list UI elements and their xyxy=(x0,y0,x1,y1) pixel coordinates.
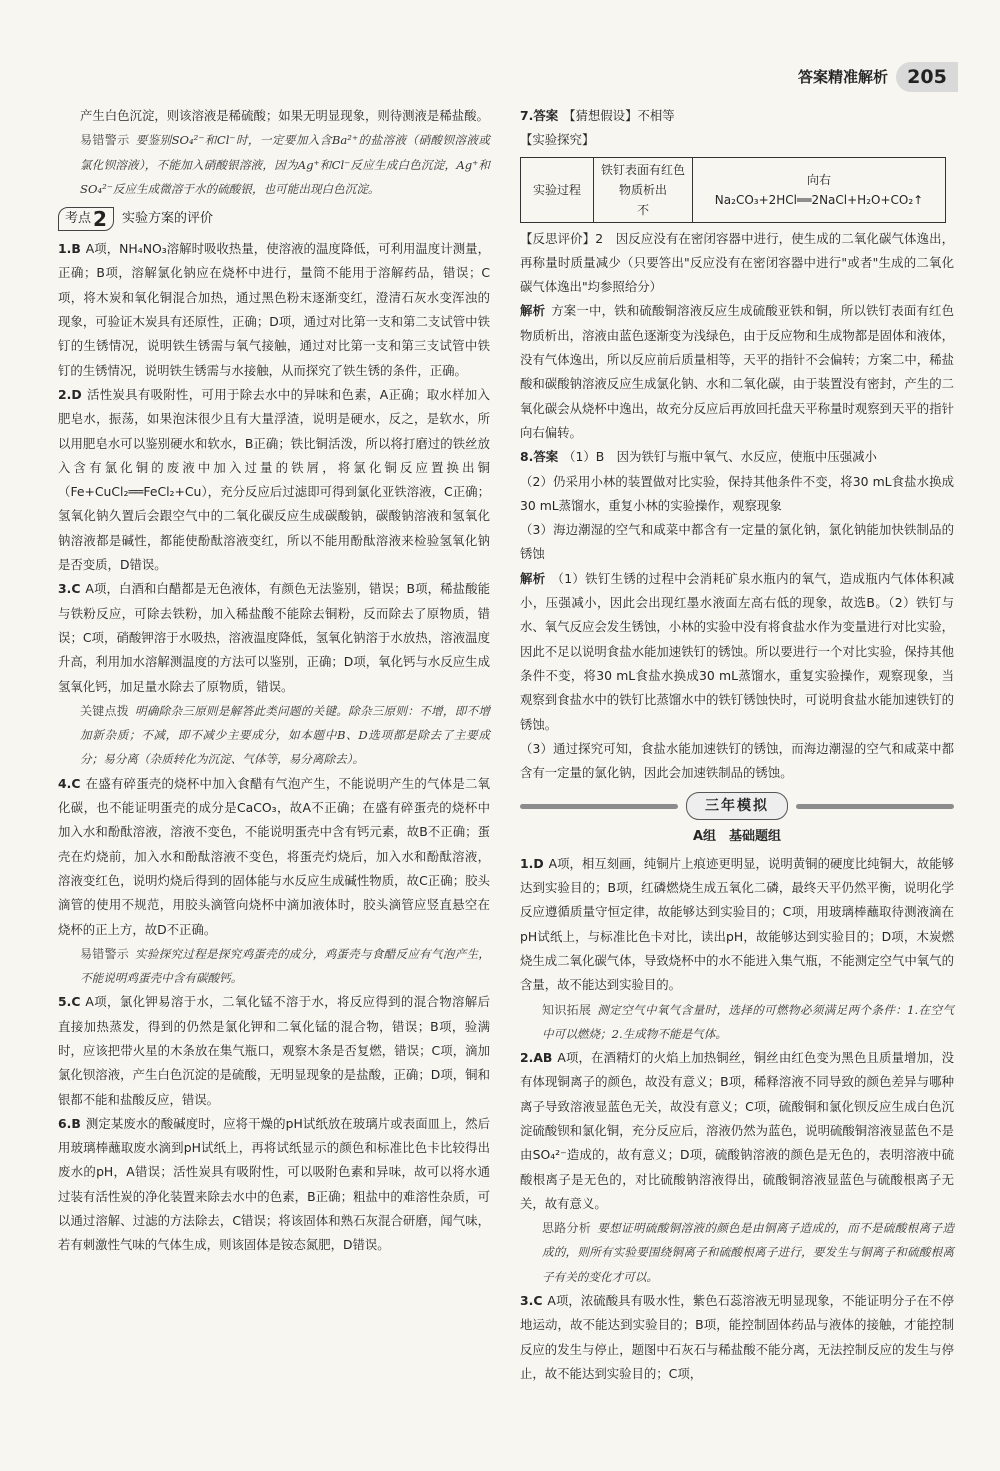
header-title: 答案精准解析 xyxy=(797,68,888,86)
answer-text: A项，浓硫酸具有吸水性，紫色石蕊溶液无明显现象，不能证明分子在不停地运动，故不能达到实验目的；B项，能控制固体药品与液体的接触，才能控制反应的发生与停止，题图中石灰石与稀盐酸不能分离，无法控制反应的发生与停止，故不能达到实验目的；C项， xyxy=(520,1293,954,1381)
analysis-7 xyxy=(520,299,954,445)
experiment-table xyxy=(520,157,946,223)
answer-3 xyxy=(58,577,490,698)
answer-text: A项，在酒精灯的火焰上加热铜丝，铜丝由红色变为黑色且质量增加，没有体现铜离子的颜色，故没有意义；B项，稀释溶液不同导致的颜色差异与哪种离子导致溶液显蓝色无关，故没有意义；C项，硫酸铜和氯化钡反应生成白色沉淀硫酸钡和氯化铜，充分反应后，溶液仍然为蓝色，说明硫酸铜溶液显蓝色不是由SO₄²⁻造成的，故有意义；D项，硫酸钠溶液的颜色是无色的，表明溶液中硫酸根离子是无色的，对比硫酸钠溶液得出，硫酸铜溶液显蓝色与硫酸根离子无关，故有意义。 xyxy=(520,1050,954,1211)
reflect-text: 【反思评价】2 因反应没有在密闭容器中进行，使生成的二氧化碳气体逸出，再称量时质量减少（只要答出"反应没有在密闭容器中进行"或者"生成的二氧化碳气体逸出"均参照给分） xyxy=(520,230,954,295)
analysis-label: 解析 xyxy=(520,303,546,319)
answer-number: 6.B xyxy=(58,1115,81,1131)
answer-text: 活性炭具有吸附性，可用于除去水中的异味和色素，A正确；取水样加入肥皂水，振荡，如果泡沫很少且有大量浮渣，说明是硬水，反之，是软水，所以用肥皂水可以鉴别硬水和软水，B正确；铁比铜活泼，所以将打磨过的铁丝放入含有氯化铜的废液中加入过量的铁屑，将氯化铜反应置换出铜（Fe+CuCl₂══FeCl₂+Cu），充分反应后过滤即可得到氯化亚铁溶液，C正确；氢氧化钠久置后会跟空气中的二氧化碳反应生成碳酸钠，碳酸钠溶液和氢氧化钠溶液都是碱性，都能使酚酞溶液变红，所以不能用酚酞溶液来检验氢氧化钠是否变质，D错误。 xyxy=(58,386,490,573)
answer-7-guess xyxy=(520,104,954,128)
mock-answer-1 xyxy=(520,852,954,998)
note-label: 知识拓展 xyxy=(542,1002,592,1017)
banner-divider xyxy=(520,804,678,809)
section-title: 实验方案的评价 xyxy=(121,211,213,227)
analysis-8 xyxy=(520,567,954,737)
three-year-mock-banner xyxy=(520,791,954,821)
keypoint-badge xyxy=(58,207,114,231)
table-cell-text: 不 xyxy=(636,202,649,217)
answer-text: A项，相互刻画，纯铜片上痕迹更明显，说明黄铜的硬度比纯铜大，故能够达到实验目的；B项，红磷燃烧生成五氧化二磷，最终天平仍然平衡，说明化学反应遵循质量守恒定律，故能够达到实验目的；C项，用玻璃棒蘸取待测液滴在pH试纸上，与标准比色卡对比，读出pH，故能够达到实验目的；D项，木炭燃烧生成二氧化碳气体，导致烧杯中的水不能进入集气瓶，不能测定空气中氧气的含量，故不能达到实验目的。 xyxy=(520,855,954,993)
answer-number: 2.AB xyxy=(520,1050,553,1066)
answer-8-part-3: （3）海边潮湿的空气和咸菜中都含有一定量的氯化钠，氯化钠能加快铁制品的锈蚀 xyxy=(520,522,954,562)
answer-text: 测定某废水的酸碱度时，应将干燥的pH试纸放在玻璃片或表面皿上，然后用玻璃棒蘸取废水滴到pH试纸上，再将试纸显示的颜色和标准比色卡比较得出废水的pH，A错误；活性炭具有吸附性，可以吸附色素和异味，故可以将水通过装有活性炭的净化装置来除去水中的色素，B正确；粗盐中的难溶性杂质，可以通过溶解、过滤的方法除去，C错误；将该固体和熟石灰混合研磨，闻气味，若有刺激性气味的气体生成，则该固体是铵态氮肥，D错误。 xyxy=(58,1115,490,1253)
note-thinking-analysis xyxy=(520,1216,954,1289)
answer-number: 3.C xyxy=(520,1293,543,1309)
note-text: 要鉴别SO₄²⁻和Cl⁻时，一定要加入含Ba²⁺的盐溶液（硝酸钡溶液或氯化钡溶液），不能加入硝酸银溶液，因为Ag⁺和Cl⁻反应生成白色沉淀，Ag⁺和SO₄²⁻反应生成微溶于水的硫酸银，也可能出现白色沉淀。 xyxy=(80,133,490,196)
table-row-label: 实验过程 xyxy=(521,157,594,222)
note-text: 实验探究过程是探究鸡蛋壳的成分，鸡蛋壳与食醋反应有气泡产生，不能说明鸡蛋壳中含有碳酸钙。 xyxy=(80,946,490,986)
intro-text: 产生白色沉淀，则该溶液是稀硫酸；如果无明显现象，则待测液是稀盐酸。 xyxy=(80,108,489,123)
answer-number: 2.D xyxy=(58,386,82,402)
answer-text: 【猜想假设】不相等 xyxy=(563,108,675,123)
table-cell-text: 向右 xyxy=(806,172,831,187)
note-label: 思路分析 xyxy=(542,1221,592,1236)
answer-number: 4.C xyxy=(58,775,81,791)
answer-5 xyxy=(58,990,490,1111)
answer-1 xyxy=(58,237,490,383)
answer-text: A项，氯化钾易溶于水，二氧化锰不溶于水，将反应得到的混合物溶解后直接加热蒸发，得到的仍然是氯化钾和二氧化锰的混合物，错误；B项，验满时，应该把带火星的木条放在集气瓶口，观察木条是否复燃，错误；C项，滴加氯化钡溶液，产生白色沉淀的是硫酸，无明显现象的是盐酸，正确；D项，铜和银都不能和盐酸反应，错误。 xyxy=(58,994,490,1107)
analysis-text: （1）铁钉生锈的过程中会消耗矿泉水瓶内的氧气，造成瓶内气体体积减小，压强减小，因此会出现红墨水液面左高右低的现象，故选B。（2）铁钉与水、氧气反应会发生锈蚀，小林的实验中没有将食盐水作为变量进行对比实验，因此不足以说明食盐水能加速铁钉的锈蚀。所以要进行一个对比实验，保持其他条件不变，将30 mL食盐水换成30 mL蒸馏水，重复实验操作，观察现象，当观察到食盐水中的铁钉比蒸馏水中的铁钉锈蚀快时，可说明食盐水能加速铁钉的锈蚀。 xyxy=(520,570,954,732)
note-text: 测定空气中氧气含量时，选择的可燃物必须满足两个条件：1.在空气中可以燃烧；2.生成物不能是气体。 xyxy=(542,1002,954,1041)
table-cell xyxy=(594,157,693,222)
answer-number: 5.C xyxy=(58,994,81,1010)
page-number: 205 xyxy=(896,62,958,92)
banner-divider xyxy=(796,804,954,809)
answer-4 xyxy=(58,772,490,942)
answer-text: A项，NH₄NO₃溶解时吸收热量，使溶液的温度降低，可利用温度计测量，正确；B项，溶解氯化钠应在烧杯中进行，量筒不能用于溶解药品，错误；C项，将木炭和氧化铜混合加热，通过黑色粉末逐渐变红，澄清石灰水变浑浊的现象，可验证木炭具有还原性，正确；D项，通过对比第一支和第二支试管中铁钉的生锈情况，说明铁生锈需与氧气接触，通过对比第一支和第三支试管中铁钉的生锈情况，说明铁生锈需与水接触，从而探究了铁生锈的条件，正确。 xyxy=(58,241,490,378)
note-text: 要想证明硫酸铜溶液的颜色是由铜离子造成的，而不是硫酸根离子造成的，则所有实验要围绕铜离子和硫酸根离子进行，要发生与铜离子和硫酸根离子有关的变化才可以。 xyxy=(542,1221,954,1284)
answer-number: 8.答案 xyxy=(520,449,559,465)
answer-number: 3.C xyxy=(58,581,81,597)
answer-text: A项，白酒和白醋都是无色液体，有颜色无法鉴别，错误；B项，稀盐酸能与铁粉反应，可除去铁粉，加入稀盐酸不能除去铜粉，反而除去了原物质，错误；C项，硝酸钾溶于水吸热，溶液温度降低，氢氧化钠溶于水放热，溶液温度升高，利用加水溶解测温度的方法可以鉴别，正确；D项，氧化钙与水反应生成氢氧化钙，加足量水除去了原物质，错误。 xyxy=(58,581,490,694)
explore-label: 【实验探究】 xyxy=(520,132,595,148)
answer-number: 7.答案 xyxy=(520,108,559,123)
analysis-label: 解析 xyxy=(520,570,546,586)
analysis-8-part-3: （3）通过探究可知，食盐水能加速铁钉的锈蚀，而海边潮湿的空气和咸菜中都含有一定量的氯化钠，因此会加速铁制品的锈蚀。 xyxy=(520,740,954,781)
note-knowledge-extension xyxy=(520,998,954,1047)
answer-number: 1.D xyxy=(520,855,544,871)
note-text: 明确除杂三原则是解答此类问题的关键。除杂三原则：不增，即不增加新杂质；不减，即不减少主要成分，如本题中B、D选项都是除去了主要成分；易分离（杂质转化为沉淀、气体等，易分离除去）。 xyxy=(80,703,490,767)
answer-number: 1.B xyxy=(58,241,81,257)
right-column xyxy=(520,104,954,1386)
banner-title: 三年模拟 xyxy=(686,792,788,820)
section-heading xyxy=(58,205,490,233)
answer-6 xyxy=(58,1112,490,1258)
note-error-warning-2 xyxy=(58,942,490,991)
table-cell-equation: Na₂CO₃+2HCl══2NaCl+H₂O+CO₂↑ xyxy=(714,192,924,207)
note-key-point xyxy=(58,699,490,772)
keypoint-number: 2 xyxy=(93,207,107,232)
answer-8-part-1 xyxy=(520,445,954,469)
mock-answer-3 xyxy=(520,1289,954,1386)
left-column xyxy=(58,104,490,1258)
answer-text: （1）B 因为铁钉与瓶中氧气、水反应，使瓶中压强减小 xyxy=(563,449,877,465)
answer-text: 在盛有碎蛋壳的烧杯中加入食醋有气泡产生，不能说明产生的气体是二氧化碳，也不能证明蛋壳的成分是CaCO₃，故A不正确；在盛有碎蛋壳的烧杯中加入水和酚酞溶液，溶液不变色，不能说明蛋壳中含有钙元素，故B不正确；蛋壳在灼烧前，加入水和酚酞溶液不变色，将蛋壳灼烧后，加入水和酚酞溶液，溶液变红色，说明灼烧后得到的固体能与水反应生成碱性物质，故C正确；胶头滴管的使用不规范，用胶头滴管向烧杯中滴加液体时，胶头滴管应竖直悬空在烧杯的正上方，故D不正确。 xyxy=(58,775,490,937)
note-label: 关键点拨 xyxy=(80,703,129,718)
table-cell-text: 铁钉表面有红色物质析出 xyxy=(600,162,685,197)
mock-answer-2 xyxy=(520,1046,954,1216)
note-label: 易错警示 xyxy=(80,133,130,148)
answer-8-part-2: （2）仍采用小林的装置做对比实验，保持其他条件不变，将30 mL食盐水换成30 mL蒸馏水，重复小林的实验操作，观察现象 xyxy=(520,473,954,513)
note-label: 易错警示 xyxy=(80,946,129,961)
page-header xyxy=(0,62,1000,96)
group-title: A组 基础题组 xyxy=(692,829,782,845)
keypoint-label: 考点 xyxy=(65,211,92,227)
answer-2 xyxy=(58,383,490,577)
analysis-text: 方案一中，铁和硫酸铜溶液反应生成硫酸亚铁和铜，所以铁钉表面有红色物质析出，溶液由蓝色逐渐变为浅绿色，由于反应物和生成物都是固体和液体，没有气体逸出，所以反应前后质量相等，天平的指针不会偏转；方案二中，稀盐酸和碳酸钠溶液反应生成氯化钠、水和二氧化碳，由于装置没有密封，产生的二氧化碳会从烧杯中逸出，故充分反应后再放回托盘天平称量时观察到天平的指针向右偏转。 xyxy=(520,303,955,440)
table-cell xyxy=(693,157,946,222)
note-error-warning-1 xyxy=(58,128,490,201)
